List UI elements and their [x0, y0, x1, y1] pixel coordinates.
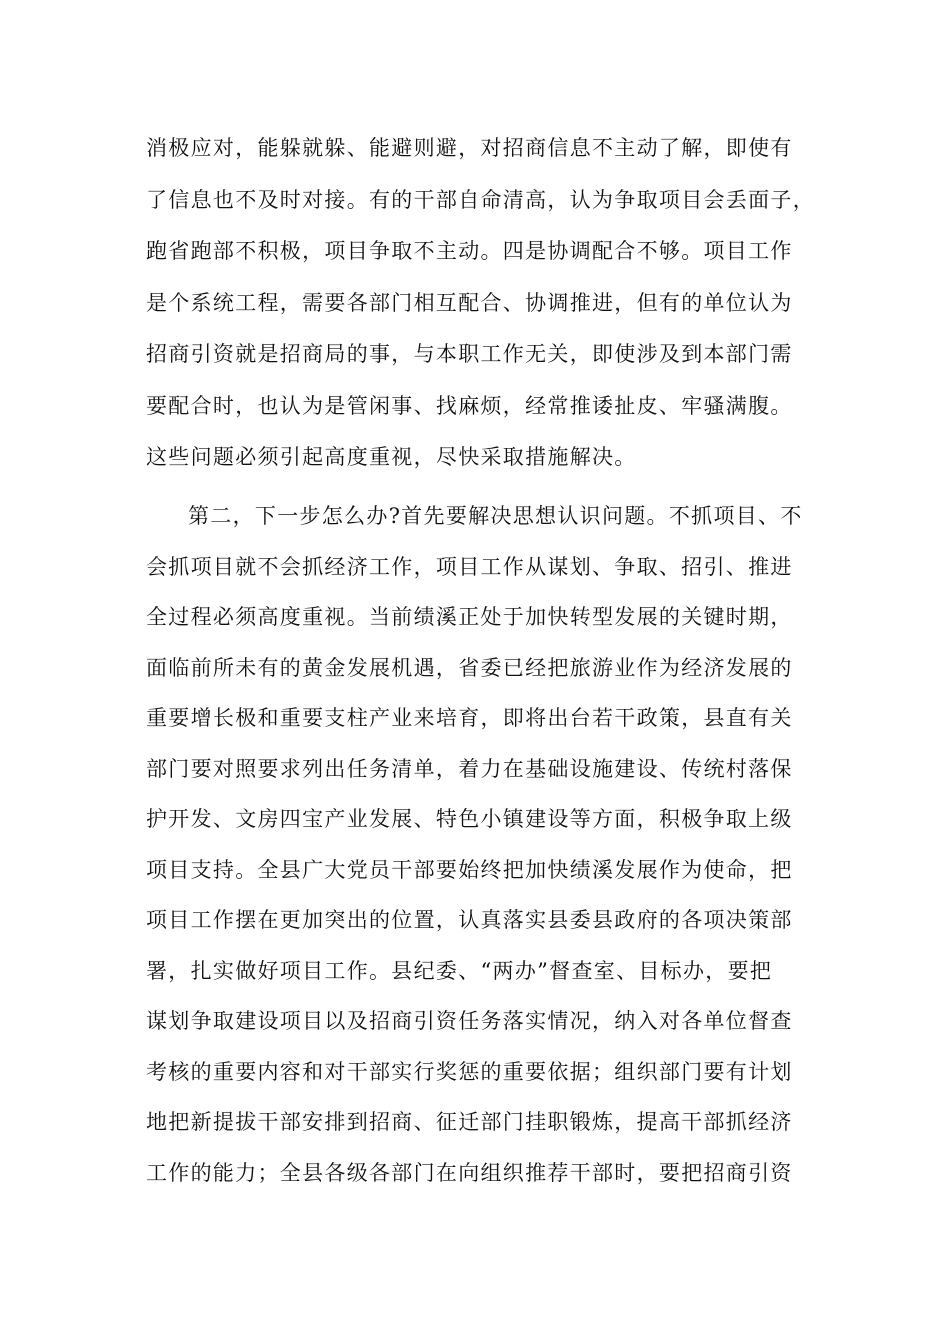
paragraph-2-line-13: 地把新提拔干部安排到招商、征迁部门挂职锻炼，提高干部抓经济	[146, 1110, 793, 1134]
paragraph-2-line-8: 项目支持。全县广大党员干部要始终把加快绩溪发展作为使命，把	[146, 858, 793, 882]
paragraph-2-line-14: 工作的能力；全县各级各部门在向组织推荐干部时，要把招商引资	[146, 1161, 793, 1185]
paragraph-1-line-5: 招商引资就是招商局的事，与本职工作无关，即使涉及到本部门需	[146, 342, 793, 366]
paragraph-2-line-1: 第二，下一步怎么办?首先要解决思想认识问题。不抓项目、不	[188, 504, 803, 528]
paragraph-2-line-2: 会抓项目就不会抓经济工作，项目工作从谋划、争取、招引、推进	[146, 555, 793, 579]
paragraph-2-line-10: 署，扎实做好项目工作。县纪委、“两办”督查室、目标办，要把	[146, 959, 773, 983]
paragraph-1-line-4: 是个系统工程，需要各部门相互配合、协调推进，但有的单位认为	[146, 291, 793, 315]
paragraph-2-line-4: 面临前所未有的黄金发展机遇，省委已经把旅游业作为经济发展的	[146, 656, 793, 680]
paragraph-2-line-5: 重要增长极和重要支柱产业来培育，即将出台若干政策，县直有关	[146, 706, 793, 730]
paragraph-2-line-3: 全过程必须高度重视。当前绩溪正处于加快转型发展的关键时期，	[146, 605, 793, 629]
paragraph-1-line-3: 跑省跑部不积极，项目争取不主动。四是协调配合不够。项目工作	[146, 239, 793, 263]
paragraph-2-line-11: 谋划争取建设项目以及招商引资任务落实情况，纳入对各单位督查	[146, 1009, 793, 1033]
paragraph-2-line-12: 考核的重要内容和对干部实行奖惩的重要依据；组织部门要有计划	[146, 1060, 793, 1084]
paragraph-2-line-6: 部门要对照要求列出任务清单，着力在基础设施建设、传统村落保	[146, 757, 793, 781]
paragraph-1-line-1: 消极应对，能躲就躲、能避则避，对招商信息不主动了解，即使有	[146, 136, 793, 160]
paragraph-2-line-7: 护开发、文房四宝产业发展、特色小镇建设等方面，积极争取上级	[146, 807, 793, 831]
paragraph-2-line-9: 项目工作摆在更加突出的位置，认真落实县委县政府的各项决策部	[146, 908, 793, 932]
paragraph-1-line-2: 了信息也不及时对接。有的干部自命清高，认为争取项目会丢面子，	[146, 188, 815, 212]
paragraph-1-line-7: 这些问题必须引起高度重视，尽快采取措施解决。	[146, 445, 637, 469]
paragraph-1-line-6: 要配合时，也认为是管闲事、找麻烦，经常推诿扯皮、牢骚满腹。	[146, 394, 793, 418]
